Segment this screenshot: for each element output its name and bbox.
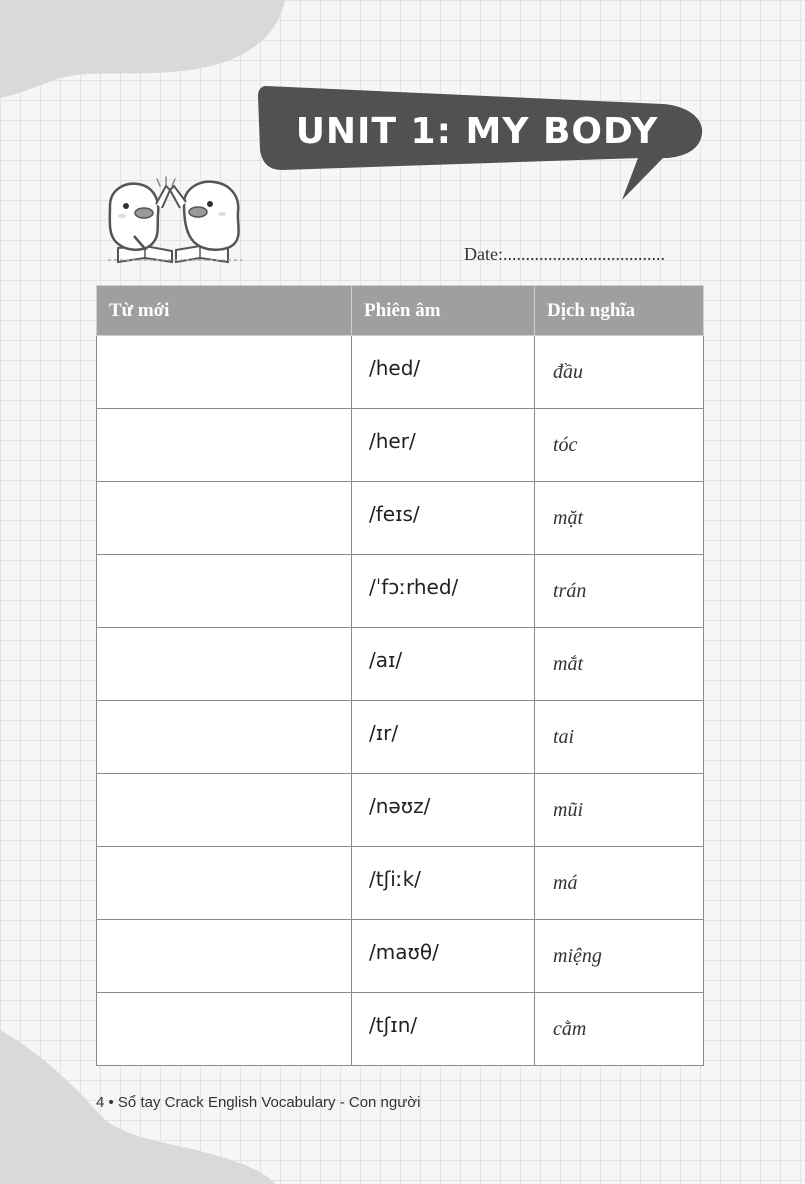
word-cell[interactable] (97, 774, 352, 847)
pronunciation-cell (352, 628, 535, 701)
word-cell[interactable] (97, 628, 352, 701)
pronunciation-cell (352, 920, 535, 993)
table-header-row (97, 286, 704, 336)
table-row (97, 701, 704, 774)
corner-blob-top (0, 0, 300, 110)
two-ducks-high-five-illustration (100, 176, 250, 268)
pronunciation-cell (352, 555, 535, 628)
meaning-cell: má (535, 847, 704, 920)
pronunciation-cell (352, 409, 535, 482)
date-field[interactable]: Date:.................................... (464, 244, 665, 264)
table-row (97, 482, 704, 555)
pronunciation-text: /ˈfɔːrhed/ (369, 575, 459, 599)
pronunciation-cell (352, 336, 535, 409)
pronunciation-text: /tʃiːk/ (369, 867, 421, 891)
pronunciation-cell (352, 847, 535, 920)
pronunciation-text: /tʃɪn/ (369, 1013, 418, 1037)
table-row (97, 920, 704, 993)
word-cell[interactable] (97, 336, 352, 409)
pronunciation-text: /aɪ/ (369, 648, 403, 672)
meaning-cell: cằm (535, 993, 704, 1066)
meaning-cell: mặt (535, 482, 704, 555)
table-row (97, 555, 704, 628)
page-title: UNIT 1: MY BODY (295, 111, 659, 152)
meaning-cell: đầu (535, 336, 704, 409)
pronunciation-text: /maʊθ/ (369, 940, 439, 964)
meaning-cell: tóc (535, 409, 704, 482)
word-cell[interactable] (97, 701, 352, 774)
pronunciation-text: /nəʊz/ (369, 794, 431, 818)
column-header-pronunciation: Phiên âm (352, 286, 535, 336)
pronunciation-cell (352, 993, 535, 1066)
table-row (97, 993, 704, 1066)
table-row (97, 847, 704, 920)
word-cell[interactable] (97, 555, 352, 628)
pronunciation-cell (352, 774, 535, 847)
word-cell[interactable] (97, 993, 352, 1066)
table-row (97, 774, 704, 847)
vocabulary-table (96, 285, 704, 1066)
word-cell[interactable] (97, 920, 352, 993)
meaning-cell: trán (535, 555, 704, 628)
column-header-meaning: Dịch nghĩa (535, 286, 704, 336)
meaning-cell: miệng (535, 920, 704, 993)
word-cell[interactable] (97, 409, 352, 482)
pronunciation-text: /hed/ (369, 356, 421, 380)
pronunciation-cell (352, 701, 535, 774)
page-footer: 4 • Sổ tay Crack English Vocabulary - Con người (96, 1094, 421, 1111)
column-header-new-word: Từ mới (97, 286, 352, 336)
meaning-cell: mắt (535, 628, 704, 701)
table-row (97, 628, 704, 701)
table-row (97, 336, 704, 409)
word-cell[interactable] (97, 847, 352, 920)
word-cell[interactable] (97, 482, 352, 555)
meaning-cell: tai (535, 701, 704, 774)
pronunciation-text: /ɪr/ (369, 721, 399, 745)
pronunciation-text: /her/ (369, 429, 416, 453)
table-row (97, 409, 704, 482)
meaning-cell: mũi (535, 774, 704, 847)
pronunciation-cell (352, 482, 535, 555)
pronunciation-text: /feɪs/ (369, 502, 420, 526)
